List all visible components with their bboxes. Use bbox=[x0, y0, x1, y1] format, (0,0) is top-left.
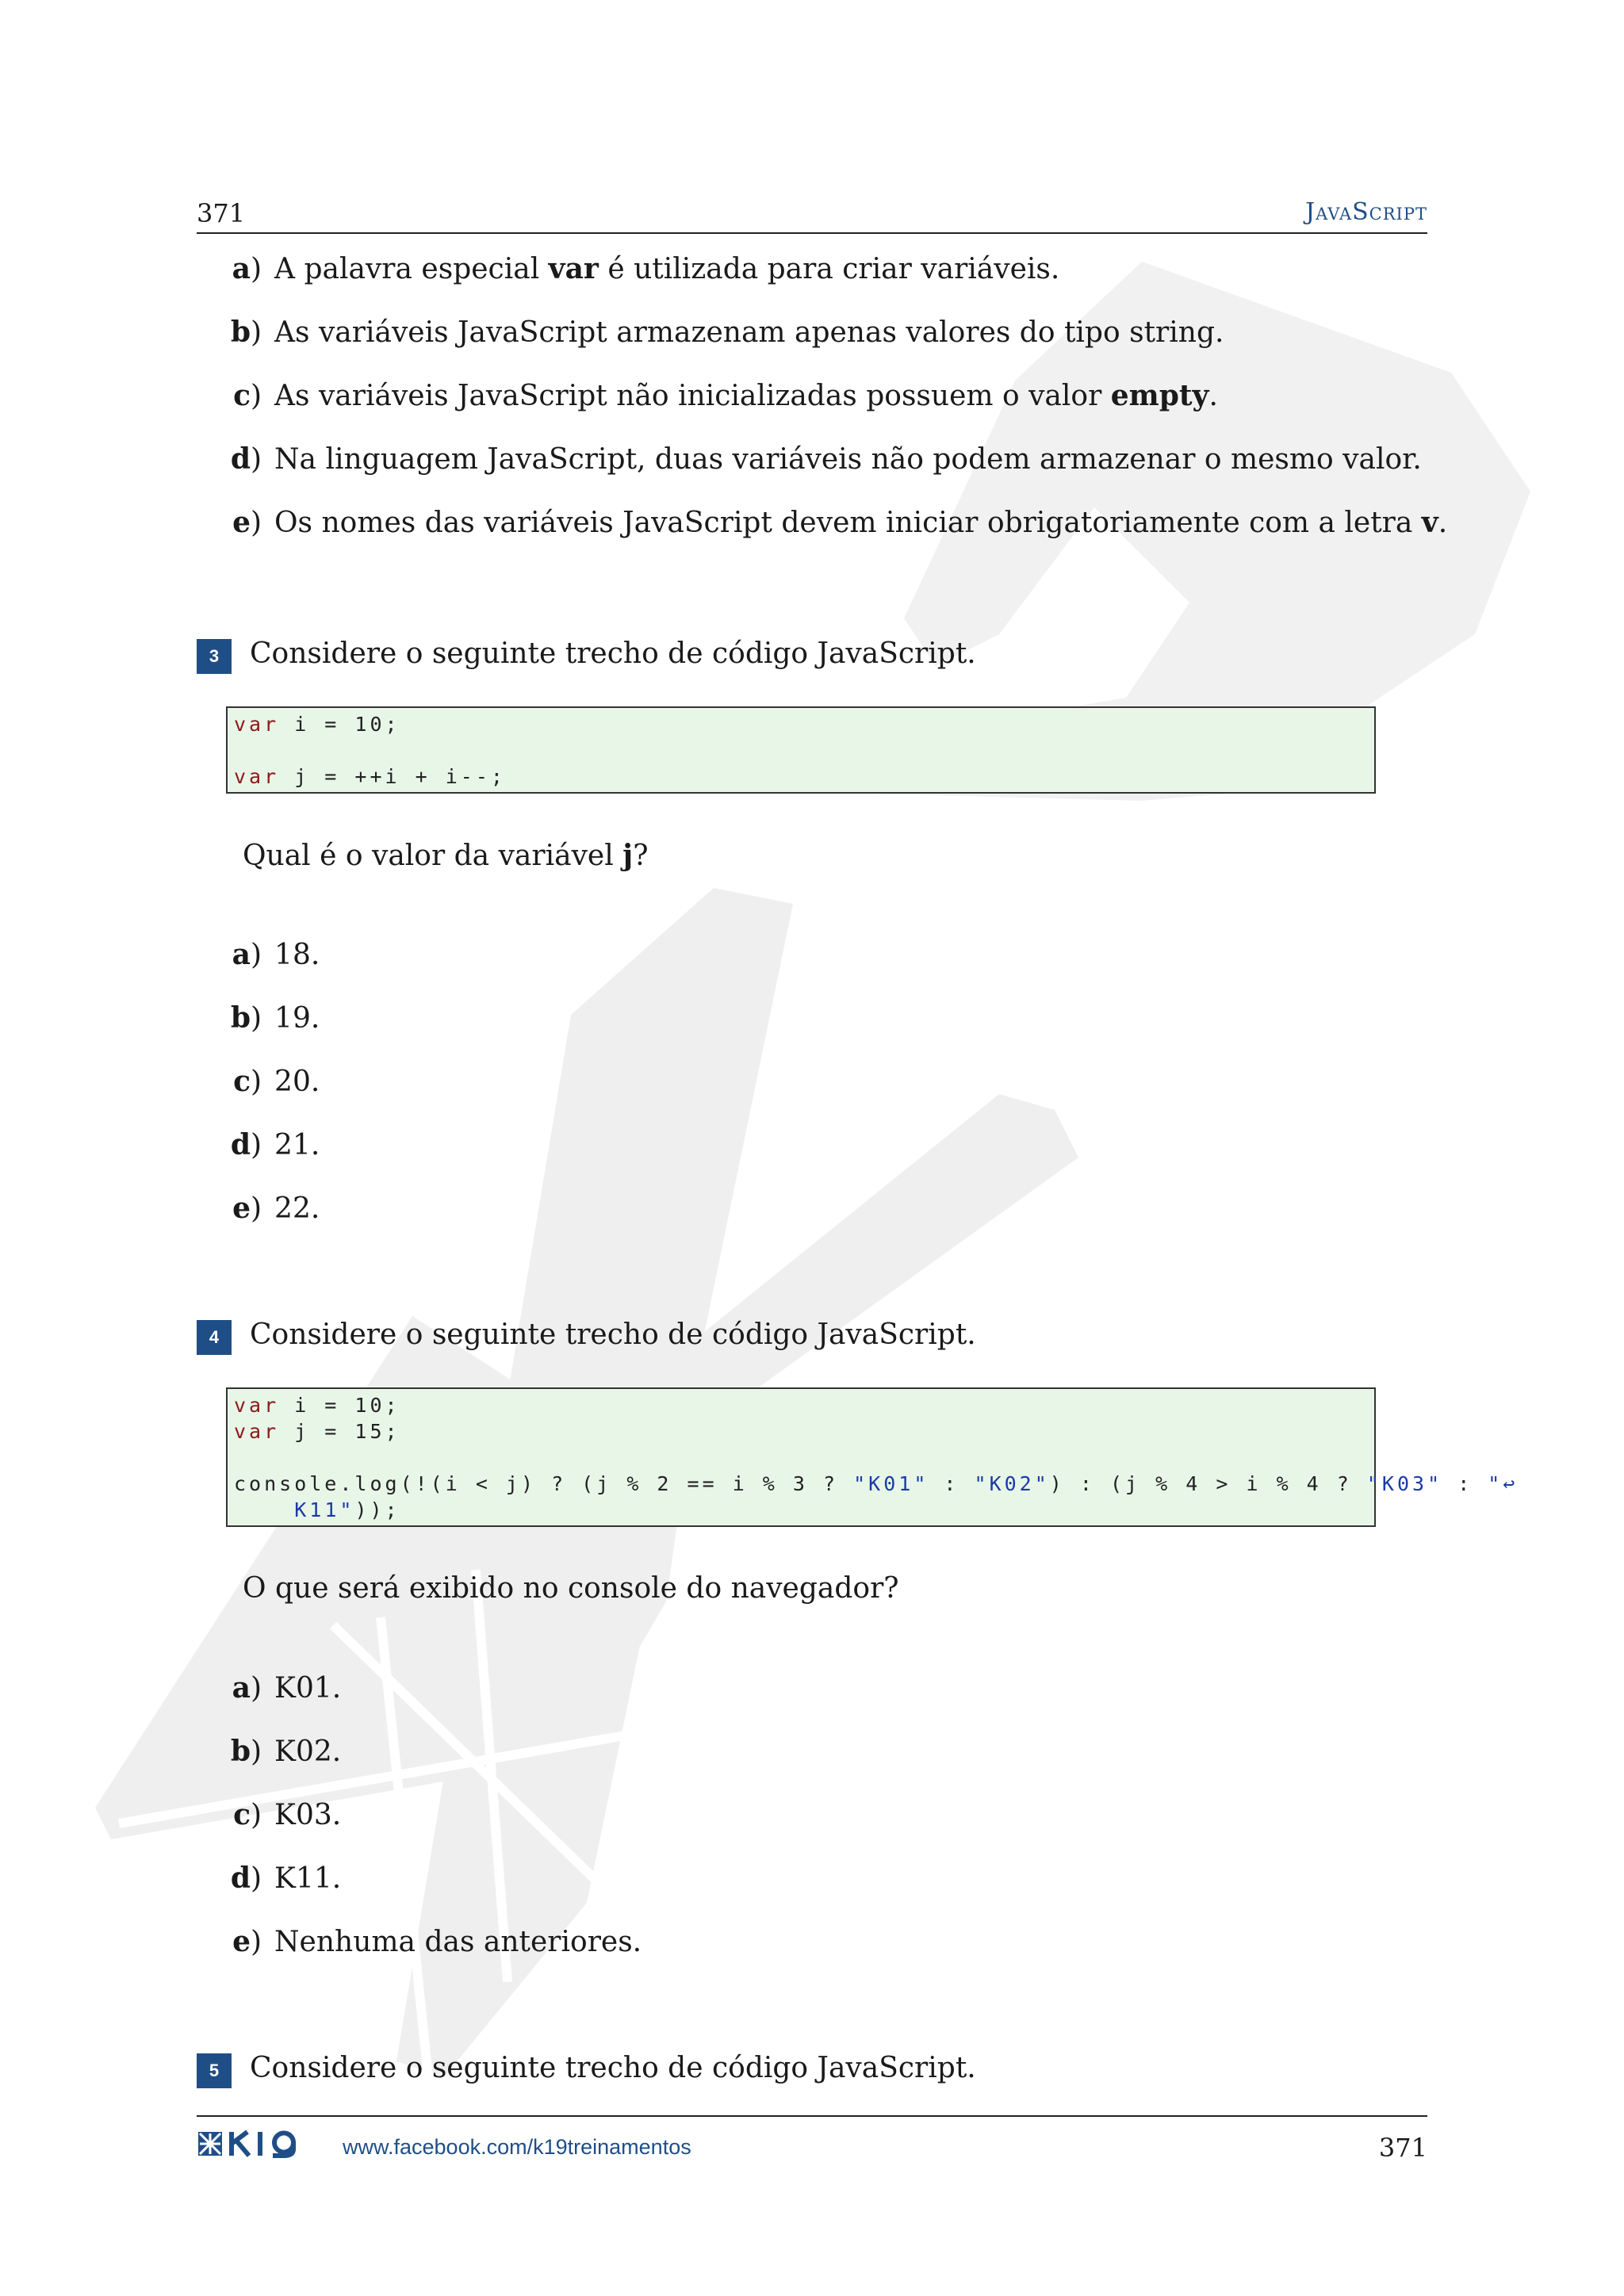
q2-option-d: d) Na linguagem JavaScript, duas variáveis não podem armazenar o mesmo valor. bbox=[230, 442, 1422, 476]
q4-question: O que será exibido no console do navegador? bbox=[243, 1572, 899, 1605]
q2-option-b: b) As variáveis JavaScript armazenam apenas valores do tipo string. bbox=[230, 316, 1224, 349]
q4-option-e: e) Nenhuma das anteriores. bbox=[232, 1925, 642, 1958]
q2-option-a: a) A palavra especial var é utilizada para criar variáveis. bbox=[232, 252, 1060, 285]
q3-statement: Considere o seguinte trecho de código JavaScript. bbox=[250, 637, 976, 670]
footer-page-number: 371 bbox=[1378, 2133, 1427, 2163]
q4-option-d: d) K11. bbox=[230, 1862, 342, 1895]
footer-facebook-link[interactable]: www.facebook.com/k19treinamentos bbox=[343, 2135, 691, 2159]
q4-option-b: b) K02. bbox=[230, 1735, 342, 1768]
header-rule bbox=[197, 232, 1427, 234]
q3-option-b: b) 19. bbox=[230, 1001, 320, 1035]
q3-option-e: e) 22. bbox=[232, 1192, 320, 1225]
header-book-title: JavaScript bbox=[1305, 198, 1427, 226]
q3-number-badge: 3 bbox=[197, 639, 232, 674]
q3-option-d: d) 21. bbox=[230, 1128, 320, 1161]
q4-number-badge: 4 bbox=[197, 1320, 232, 1355]
q4-option-a: a) K01. bbox=[232, 1671, 342, 1705]
footer-rule bbox=[197, 2115, 1427, 2117]
q3-option-c: c) 20. bbox=[233, 1065, 320, 1098]
q5-statement: Considere o seguinte trecho de código JavaScript. bbox=[250, 2052, 976, 2084]
q4-option-c: c) K03. bbox=[233, 1798, 342, 1831]
q4-code-block: var i = 10; var j = 15; console.log(!(i < j) ? (j % 2 == i % 3 ? "K01" : "K02") : (j % 4 > i % 4 ? "K03" : "↩ K11")); bbox=[226, 1387, 1376, 1527]
k19-logo bbox=[197, 2129, 320, 2160]
header-page-number: 371 bbox=[197, 198, 246, 228]
q3-code-block: var i = 10; var j = ++i + i--; bbox=[226, 706, 1376, 794]
q2-option-e: e) Os nomes das variáveis JavaScript devem iniciar obrigatoriamente com a letra v. bbox=[232, 506, 1448, 539]
q3-question: Qual é o valor da variável j? bbox=[243, 839, 649, 872]
q3-option-a: a) 18. bbox=[232, 938, 320, 971]
q4-statement: Considere o seguinte trecho de código JavaScript. bbox=[250, 1318, 976, 1351]
q5-number-badge: 5 bbox=[197, 2053, 232, 2088]
q2-option-c: c) As variáveis JavaScript não inicializadas possuem o valor empty. bbox=[233, 379, 1218, 412]
